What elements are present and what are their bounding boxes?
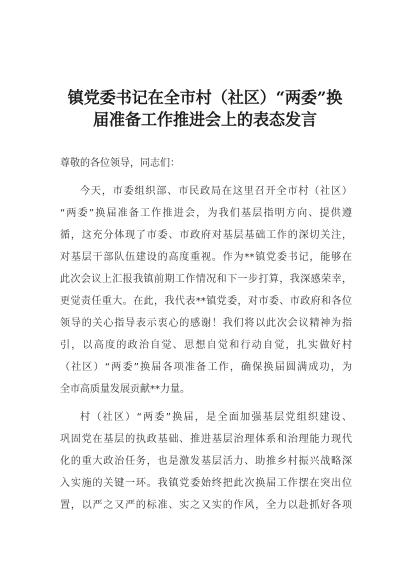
paragraph-1-line: （社区）“两委”换届各项准备工作，确保换届圆满成功，为 bbox=[60, 362, 352, 373]
salutation: 尊敬的各位领导，同志们： bbox=[60, 158, 180, 169]
paragraph-2-line: 巩固党在基层的执政基础、推进基层治理体系和治理能力现代 bbox=[60, 434, 352, 445]
paragraph-2-line: 入实施的关键一环。我镇党委始终把此次换届工作摆在突出位 bbox=[60, 478, 352, 489]
paragraph-2-line: 村（社区）“两委”换届，是全面加强基层党组织建设、 bbox=[80, 412, 352, 423]
document-title-line-2: 届准备工作推进会上的表态发言 bbox=[92, 110, 317, 129]
document-title-line-1: 镇党委书记在全市村（社区）“两委”换 bbox=[67, 88, 343, 107]
paragraph-2-line: 化的重大政治任务，也是激发基层活力、助推乡村振兴战略深 bbox=[60, 456, 352, 467]
paragraph-1-line: 循，这充分体现了市委、市政府对基层基础工作的深切关注， bbox=[60, 230, 352, 241]
paragraph-1-line: 全市高质量发展贡献**力量。 bbox=[60, 384, 190, 395]
paragraph-1-line: 引，以高度的政治自觉、思想自觉和行动自觉，扎实做好村 bbox=[60, 340, 352, 351]
paragraph-1-line: 今天，市委组织部、市民政局在这里召开全市村（社区） bbox=[80, 186, 352, 197]
paragraph-1-line: 领导的关心指导表示衷心的感谢！我们将以此次会议精神为指 bbox=[60, 318, 352, 329]
paragraph-2-line: 置，以严之又严的标准、实之又实的作风，全力以赴抓好各项 bbox=[60, 500, 352, 511]
paragraph-1-line: 对基层干部队伍建设的高度重视。作为**镇党委书记，能够在 bbox=[60, 252, 352, 263]
paragraph-1-line: 此次会议上汇报我镇前期工作情况和下一步打算，我深感荣幸， bbox=[60, 274, 352, 285]
paragraph-1-line: 更觉责任重大。在此，我代表**镇党委，对市委、市政府和各位 bbox=[60, 296, 352, 307]
paragraph-1-line: “两委”换届准备工作推进会，为我们基层指明方向、提供遵 bbox=[60, 208, 352, 219]
